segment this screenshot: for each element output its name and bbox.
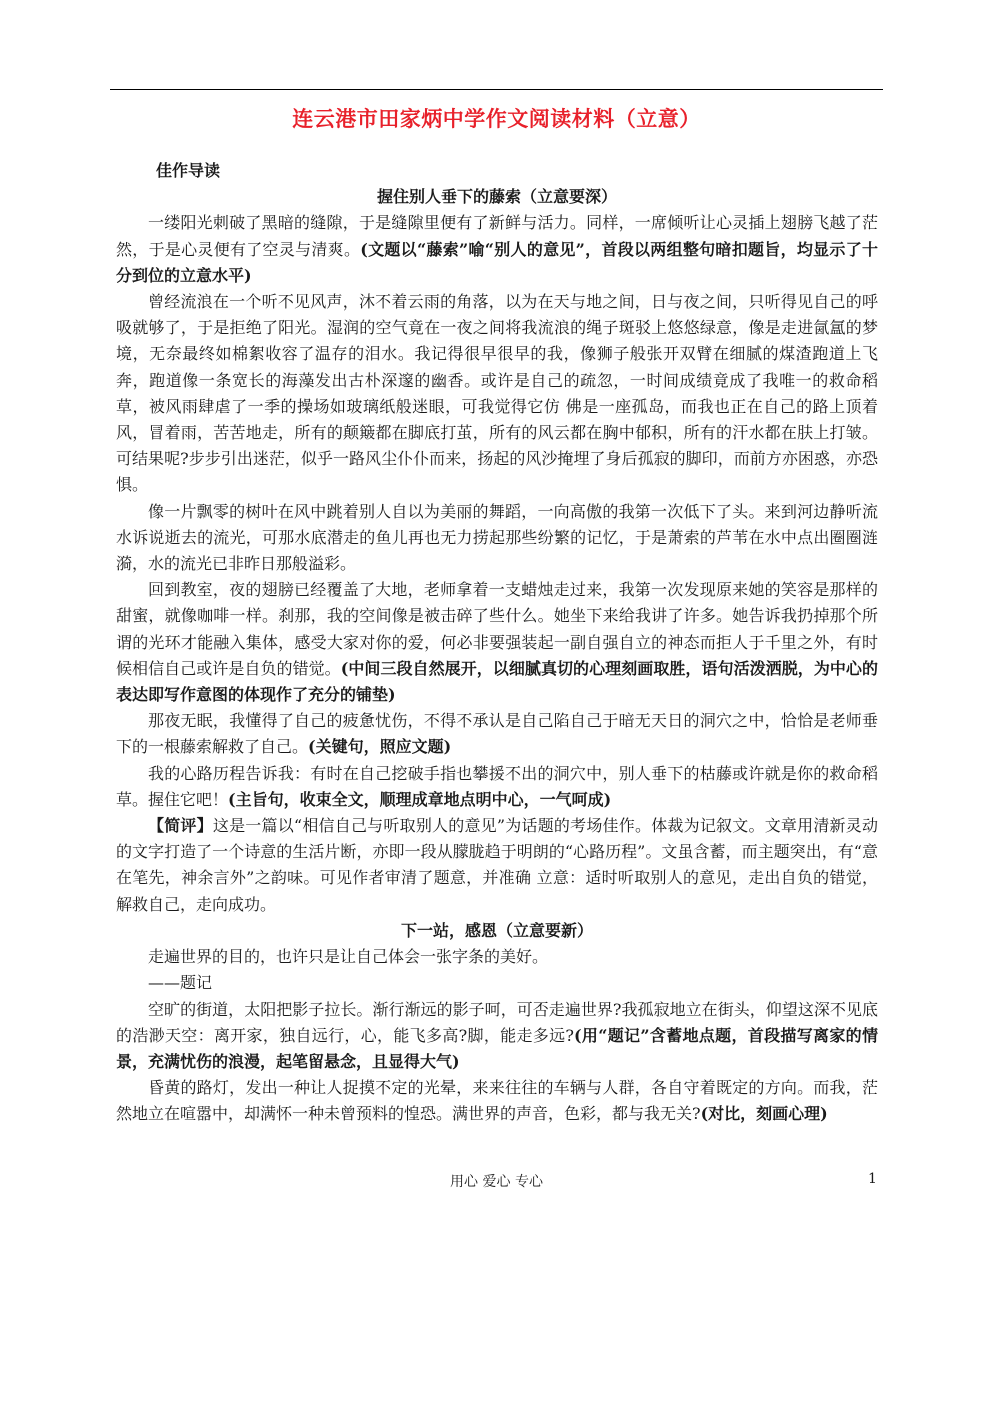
paragraph-text: 那夜无眠，我懂得了自己的疲惫忧伤，不得不承认是自己陷自己于暗无天日的洞穴之中，恰恰是老师垂下的一根藤索解救了自己。 [116, 711, 878, 757]
essay1-paragraph-1 [116, 210, 878, 289]
paragraph-annotation: (文题以“藤索”喻“别人的意见”，首段以两组整句暗扣题旨，均显示了十分到位的立意水平) [116, 239, 878, 285]
essay1-paragraph-2 [116, 289, 878, 499]
document-body [116, 158, 878, 1128]
paragraph-annotation: (对比，刻画心理) [700, 1104, 828, 1124]
essay1-paragraph-6 [116, 761, 878, 813]
paragraph-annotation: (主旨句，收束全文，顺理成章地点明中心，一气呵成) [228, 789, 612, 809]
paragraph-text: 回到教室，夜的翅膀已经覆盖了大地，老师拿着一支蜡烛走过来，我第一次发现原来她的笑容是那样的甜蜜，就像咖啡一样。刹那，我的空间像是被击碎了些什么。她坐下来给我讲了许多。她告诉我扔掉那个所谓的光环才能融入集体，感受大家对你的爱，何必非要强装起一副自强自立的神态而拒人于千里之外，有时候相信自己或许是自负的错觉。 [116, 580, 878, 678]
essay2-title: 下一站，感恩（立意要新） [400, 920, 593, 940]
paragraph-text: 空旷的街道，太阳把影子拉长。渐行渐远的影子呵，可否走遍世界?我孤寂地立在街头，仰望这深不见底的浩渺天空：离开家，独自远行，心，能飞多高?脚，能走多远? [116, 999, 878, 1045]
paragraph-annotation: (关键句，照应文题) [308, 737, 452, 757]
essay1-title: 握住别人垂下的藤索（立意要深） [376, 187, 617, 207]
header-rule [110, 89, 883, 90]
paragraph-text: 昏黄的路灯，发出一种让人捉摸不定的光晕，来来往往的车辆与人群，各自守着既定的方向。而我，茫然地立在喧嚣中，却满怀一种未曾预料的惶恐。满世界的声音，色彩，都与我无关? [116, 1078, 878, 1124]
paragraph-text: 曾经流浪在一个听不见风声，沐不着云雨的角落，以为在天与地之间，日与夜之间，只听得见自己的呼吸就够了，于是拒绝了阳光。湿润的空气竟在一夜之间将我流浪的绳子斑驳上悠悠绿意，像是走进氤氲的梦境，无奈最终如棉絮收容了温存的泪水。我记得很早很早的我，像狮子般张开双臂在细腻的煤渣跑道上飞奔，跑道像一条宽长的海藻发出古朴深邃的幽香。或许是自己的疏忽，一时间成绩竟成了我唯一的救命稻草，被风雨肆虐了一季的操场如玻璃纸般迷眼，可我觉得它仿 佛是一座孤岛，而我也正在自己的路上顶着风，冒着雨，苦苦地走，所有的颠簸都在脚底打茧，所有的风云都在胸中郁积，所有的汗水都在肤上打皱。可结果呢?步步引出迷茫，似乎一路风尘仆仆而来，扬起的风沙掩埋了身后孤寂的脚印，而前方亦困惑，亦恐惧。 [116, 292, 878, 495]
paragraph-annotation: (用“题记”含蓄地点题，首段描写离家的情景，充满忧伤的浪漫，起笔留悬念，且显得大气) [116, 1025, 878, 1071]
paragraph-annotation: (中间三段自然展开，以细腻真切的心理刻画取胜，语句活泼洒脱，为中心的表达即写作意图的体现作了充分的铺垫) [116, 658, 878, 705]
document-title: 连云港市田家炳中学作文阅读材料（立意） [292, 106, 701, 131]
essay2-epigraph-source: ——题记 [148, 973, 213, 993]
paragraph-text: 一缕阳光刺破了黑暗的缝隙，于是缝隙里便有了新鲜与活力。同样，一席倾听让心灵插上翅膀飞越了茫然，于是心灵便有了空灵与清爽。 [116, 213, 878, 259]
essay1-paragraph-4 [116, 577, 878, 708]
section-heading-guide: 佳作导读 [156, 161, 221, 180]
essay2-paragraph-2 [116, 1075, 878, 1127]
essay1-comment [116, 813, 878, 918]
essay1-paragraph-3 [116, 499, 878, 578]
page-number: 1 [868, 1171, 877, 1187]
essay1-paragraph-5 [116, 708, 878, 760]
essay2-epigraph: 走遍世界的目的，也许只是让自己体会一张字条的美好。 [148, 947, 549, 967]
essay2-paragraph-1 [116, 997, 878, 1076]
paragraph-text: 像一片飘零的树叶在风中跳着别人自以为美丽的舞蹈，一向高傲的我第一次低下了头。来到河边静听流水诉说逝去的流光，可那水底潜走的鱼儿再也无力捞起那些纷繁的记忆，于是萧索的芦苇在水中点出圈圈涟漪，水的流光已非昨日那般溢彩。 [116, 501, 878, 574]
paragraph-text: 我的心路历程告诉我：有时在自己挖破手指也攀援不出的洞穴中，别人垂下的枯藤或许就是你的救命稻草。握住它吧！ [116, 763, 878, 809]
comment-label: 【简评】 [148, 816, 213, 836]
footer-motto: 用心 爱心 专心 [450, 1174, 543, 1190]
comment-text: 这是一篇以“相信自己与听取别人的意见”为话题的考场佳作。体裁为记叙文。文章用清新灵动的文字打造了一个诗意的生活片断，亦即一段从朦胧趋于明朗的“心路历程”。文虽含蓄，而主题突出，有“意在笔先，神余言外”之韵味。可见作者审清了题意，并准确 立意：适时听取别人的意见，走出自负的错觉，解救自己，走向成功。 [116, 816, 878, 914]
